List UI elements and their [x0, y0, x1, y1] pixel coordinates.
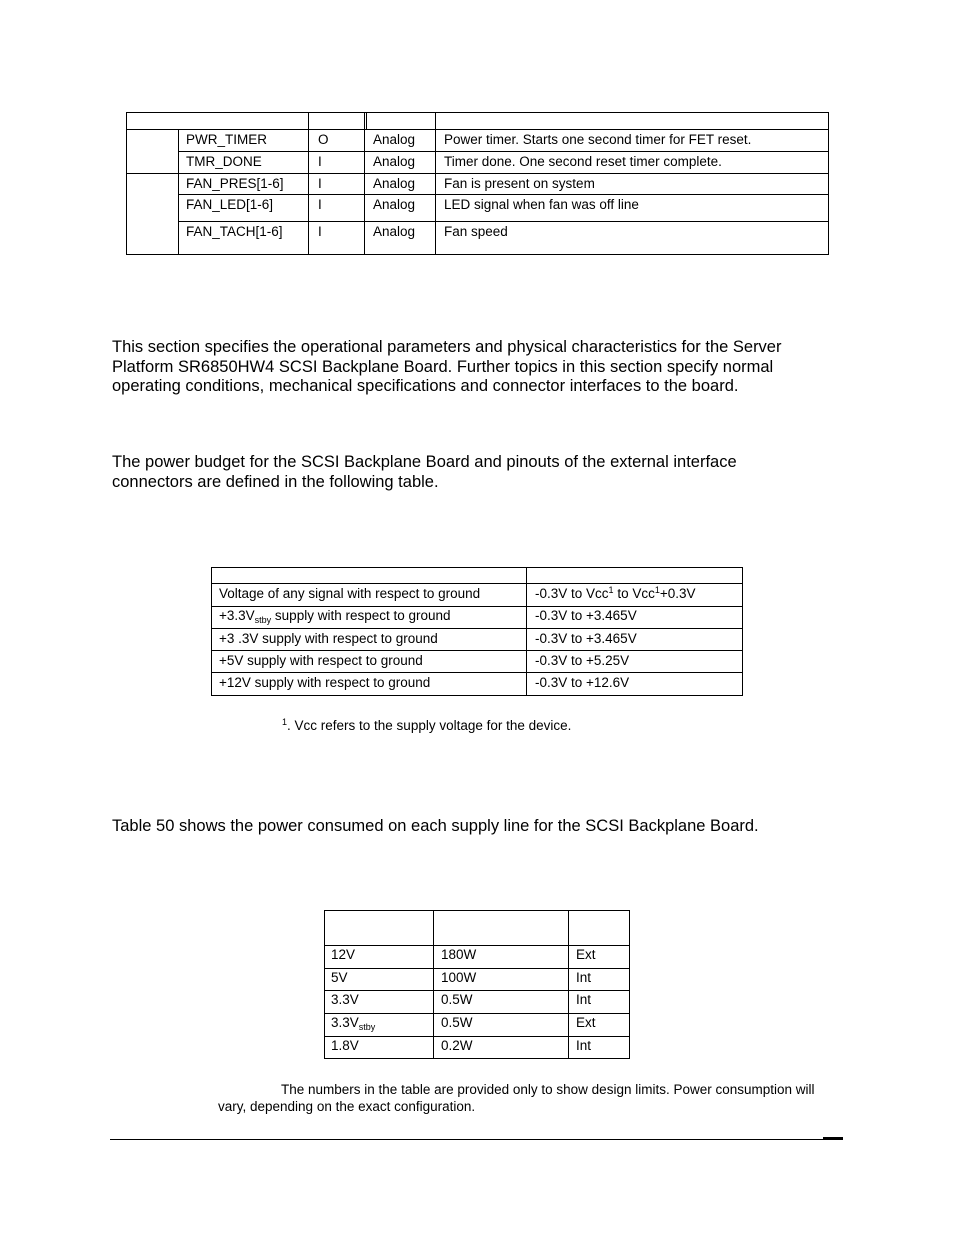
- table-cell-value: -0.3V to +12.6V: [535, 675, 630, 690]
- table-rule: [324, 968, 630, 969]
- table50-paragraph: Table 50 shows the power consumed on each supply line for the SCSI Backplane Board.: [112, 817, 759, 835]
- table-cell-power: 100W: [441, 970, 477, 985]
- table-cell-voltage: 3.3V: [331, 992, 359, 1007]
- table-cell-param: +3 .3V supply with respect to ground: [219, 631, 438, 646]
- table-cell-power: 180W: [441, 947, 477, 962]
- table-cell-param: Voltage of any signal with respect to ground: [219, 586, 481, 601]
- table-cell-desc: Fan is present on system: [444, 176, 595, 191]
- table-rule: [324, 1058, 630, 1059]
- table-cell-source: Int: [576, 1038, 592, 1053]
- power-budget-paragraph: The power budget for the SCSI Backplane Board and pinouts of the external interface connectors are defined in the following table.: [112, 453, 737, 491]
- table-cell-source: Ext: [576, 947, 596, 962]
- table-cell-type: I: [318, 176, 322, 191]
- table-rule: [433, 910, 434, 1059]
- table-cell-power: 0.2W: [441, 1038, 473, 1053]
- table-cell-kind: Analog: [373, 197, 416, 212]
- table-cell-value: -0.3V to +5.25V: [535, 653, 630, 668]
- table-cell-signal: FAN_TACH[1-6]: [186, 224, 283, 239]
- table-rule: [568, 910, 569, 1059]
- table-cell-param: +12V supply with respect to ground: [219, 675, 431, 690]
- table-cell-kind: Analog: [373, 176, 416, 191]
- table-cell-kind: Analog: [373, 132, 416, 147]
- table-rule: [324, 990, 630, 991]
- table-rule: [324, 1036, 630, 1037]
- table-cell-voltage: 12V: [331, 947, 356, 962]
- footer-rule: [110, 1139, 843, 1140]
- table-cell-source: Int: [576, 992, 592, 1007]
- table-cell-source: Ext: [576, 1015, 596, 1030]
- table-cell-type: O: [318, 132, 329, 147]
- table-cell-kind: Analog: [373, 154, 416, 169]
- table-cell-value: -0.3V to +3.465V: [535, 608, 637, 623]
- table-cell-source: Int: [576, 970, 592, 985]
- table-cell-param: $+3.3V_{stby}$ supply with respect to ground: [219, 608, 451, 625]
- table-cell-signal: FAN_LED[1-6]: [186, 197, 274, 212]
- table-rule: [324, 910, 325, 1059]
- table-cell-signal: TMR_DONE: [186, 154, 262, 169]
- table-cell-signal: PWR_TIMER: [186, 132, 267, 147]
- table-cell-desc: Power timer. Starts one second timer for FET reset.: [444, 132, 752, 147]
- table-rule: [324, 945, 630, 946]
- intro-paragraph: This section specifies the operational parameters and physical characteristics for the Server Platform SR6850HW4 SCSI Backplane Board. Further topics in this section specify normal operating conditions, mechanical specifications and connector interfaces to the board.: [112, 338, 782, 395]
- table-rule: [324, 910, 630, 911]
- design-limits-note-line2: vary, depending on the exact configuration.: [218, 1099, 476, 1114]
- table-cell-signal: FAN_PRES[1-6]: [186, 176, 284, 191]
- table-cell-type: I: [318, 197, 322, 212]
- table-cell-power: 0.5W: [441, 992, 473, 1007]
- table-cell-value: -0.3V to +3.465V: [535, 631, 637, 646]
- table-cell-voltage: $3.3V_{stby}$: [331, 1015, 376, 1032]
- table-rule: [324, 1013, 630, 1014]
- table-cell-type: I: [318, 154, 322, 169]
- table-cell-power: 0.5W: [441, 1015, 473, 1030]
- table-cell-desc: Timer done. One second reset timer complete.: [444, 154, 722, 169]
- table-cell-desc: Fan speed: [444, 224, 508, 239]
- table-cell-value: -0.3V to Vcc$^1$ to Vcc$^1$+0.3V: [535, 585, 696, 601]
- table-cell-desc: LED signal when fan was off line: [444, 197, 639, 212]
- table-cell-param: +5V supply with respect to ground: [219, 653, 423, 668]
- ratings-footnote: $^1$. Vcc refers to the supply voltage for the device.: [282, 717, 572, 733]
- table-cell-voltage: 1.8V: [331, 1038, 359, 1053]
- table-cell-voltage: 5V: [331, 970, 348, 985]
- design-limits-note-line1: The numbers in the table are provided only to show design limits. Power consumption will: [281, 1082, 815, 1097]
- footer-page-mark: [823, 1137, 843, 1139]
- table-cell-type: I: [318, 224, 322, 239]
- table-cell-kind: Analog: [373, 224, 416, 239]
- table-rule: [629, 910, 630, 1059]
